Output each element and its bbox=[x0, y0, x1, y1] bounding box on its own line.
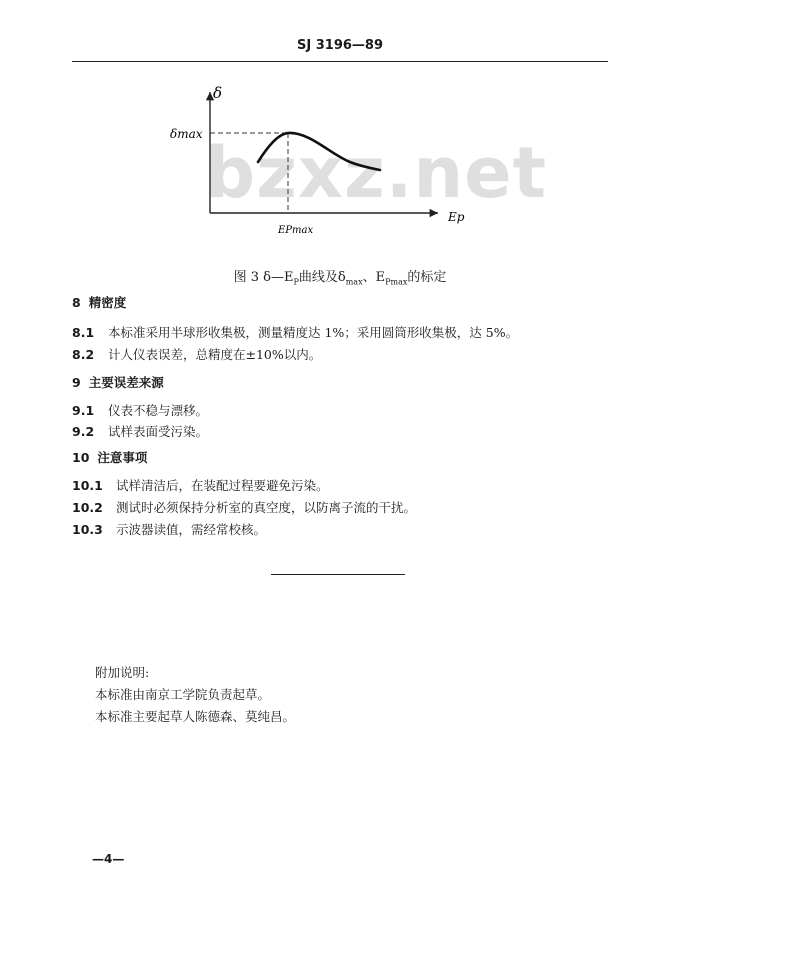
notes-title: 附加说明: bbox=[95, 665, 150, 680]
list-item: 8.2 计人仪表误差，总精度在±10%以内。 bbox=[72, 347, 322, 362]
section-heading: 10 注意事项 bbox=[72, 450, 148, 465]
figure-caption: 图 3 $\delta—E_P$曲线及$\delta_{max}$、$E_{Pmax}$的标定 bbox=[233, 270, 447, 287]
list-item: 10.2 测试时必须保持分析室的真空度，以防离子流的干扰。 bbox=[72, 500, 417, 515]
notes-line: 本标准由南京工学院负责起草。 bbox=[95, 687, 271, 702]
list-item: 9.1 仪表不稳与漂移。 bbox=[72, 403, 209, 418]
header-rule bbox=[72, 61, 608, 62]
section-heading: 8 精密度 bbox=[72, 295, 127, 310]
list-item: 9.2 试样表面受污染。 bbox=[72, 424, 209, 439]
y-axis-label: δ bbox=[213, 84, 223, 102]
delta-ep-curve-figure bbox=[160, 80, 480, 250]
section-heading: 9 主要误差来源 bbox=[72, 375, 164, 390]
standard-number-header: SJ 3196—89 bbox=[297, 38, 383, 53]
end-rule bbox=[271, 574, 405, 575]
list-item: 10.3 示波器读值，需经常校核。 bbox=[72, 522, 267, 537]
list-item: 10.1 试样清洁后，在装配过程要避免污染。 bbox=[72, 478, 329, 493]
page-number: —4— bbox=[92, 852, 125, 866]
x-max-label: EPmax bbox=[278, 225, 314, 236]
y-max-label: δmax bbox=[170, 127, 203, 141]
delta-curve bbox=[258, 133, 380, 170]
notes-line: 本标准主要起草人陈德森、莫纯昌。 bbox=[95, 709, 296, 724]
x-axis-label: Ep bbox=[448, 210, 465, 224]
watermark: bzxz.net bbox=[205, 132, 548, 214]
list-item: 8.1 本标准采用半球形收集极，测量精度达 1%；采用圆筒形收集极，达 5%。 bbox=[72, 325, 519, 340]
